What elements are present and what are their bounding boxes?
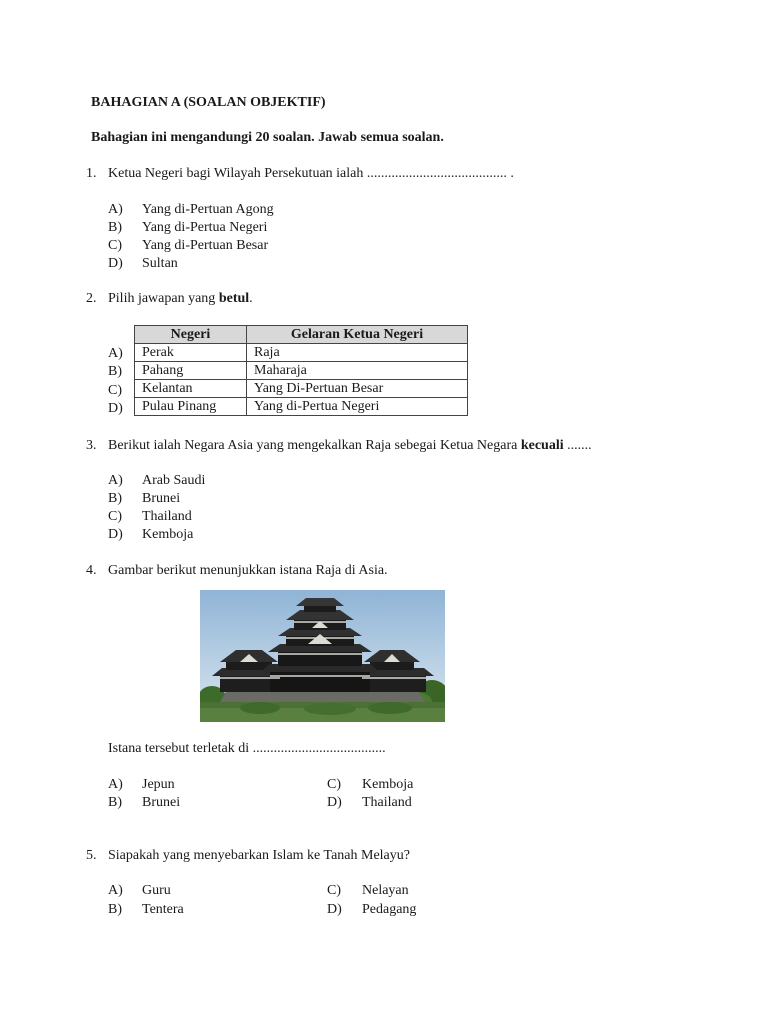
question-text [108, 437, 592, 455]
text-span: Pilih jawapan yang [108, 291, 219, 306]
option-letter: A) [108, 202, 123, 217]
option-text: Kemboja [142, 527, 194, 542]
option-text: Brunei [142, 491, 181, 506]
table-cell: Kelantan [135, 380, 247, 398]
option-text: Yang di-Pertuan Besar [142, 238, 269, 253]
question-number: 4. [86, 563, 97, 578]
question-number: 2. [86, 291, 97, 306]
option-letter: B) [108, 364, 122, 379]
table-cell: Pahang [135, 362, 247, 380]
castle-image [200, 590, 445, 722]
option-letter: D) [108, 256, 123, 271]
option-letter: A) [108, 346, 123, 361]
option-text: Kemboja [362, 777, 414, 792]
instruction-text: Bahagian ini mengandungi 20 soalan. Jawab semua soalan. [91, 130, 444, 145]
option-text: Arab Saudi [142, 473, 206, 488]
table-cell: Raja [247, 344, 468, 362]
option-letter: C) [108, 509, 122, 524]
option-text: Guru [142, 883, 171, 898]
option-letter: C) [327, 883, 341, 898]
option-letter: B) [108, 902, 122, 917]
option-text: Yang di-Pertua Negeri [142, 220, 268, 235]
answer-table [134, 325, 468, 416]
option-text: Sultan [142, 256, 178, 271]
text-span: ....... [563, 438, 592, 453]
section-title: BAHAGIAN A (SOALAN OBJEKTIF) [91, 95, 326, 110]
table-row [135, 344, 468, 362]
option-letter: D) [327, 795, 342, 810]
option-text: Thailand [142, 509, 192, 524]
option-letter: C) [327, 777, 341, 792]
question-number: 3. [86, 438, 97, 453]
table-row [135, 380, 468, 398]
table-cell: Yang Di-Pertuan Besar [247, 380, 468, 398]
question-text: Ketua Negeri bagi Wilayah Persekutuan ialah ........................................ . [108, 166, 514, 181]
table-header: Gelaran Ketua Negeri [247, 326, 468, 344]
table-header: Negeri [135, 326, 247, 344]
table-cell: Pulau Pinang [135, 398, 247, 416]
table-cell: Maharaja [247, 362, 468, 380]
option-letter: D) [108, 401, 123, 416]
option-letter: A) [108, 883, 123, 898]
option-text: Nelayan [362, 883, 409, 898]
question-number: 1. [86, 166, 97, 181]
text-span: . [249, 291, 253, 306]
table-cell: Yang di-Pertua Negeri [247, 398, 468, 416]
option-letter: B) [108, 795, 122, 810]
option-letter: B) [108, 220, 122, 235]
table-cell: Perak [135, 344, 247, 362]
option-text: Tentera [142, 902, 184, 917]
emphasis-text: betul [218, 291, 250, 306]
option-letter: A) [108, 473, 123, 488]
option-letter: A) [108, 777, 123, 792]
option-text: Pedagang [362, 902, 417, 917]
option-letter: C) [108, 238, 122, 253]
emphasis-text: kecuali [520, 438, 564, 453]
option-letter: B) [108, 491, 122, 506]
table-row [135, 398, 468, 416]
option-text: Jepun [142, 777, 175, 792]
castle-illustration [200, 590, 445, 722]
question-text [108, 290, 253, 308]
table-row [135, 362, 468, 380]
option-text: Thailand [362, 795, 412, 810]
option-letter: C) [108, 383, 122, 398]
option-letter: D) [327, 902, 342, 917]
option-text: Brunei [142, 795, 181, 810]
option-letter: D) [108, 527, 123, 542]
question-text: Gambar berikut menunjukkan istana Raja di Asia. [108, 563, 388, 578]
table-header-row [135, 326, 468, 344]
option-text: Yang di-Pertuan Agong [142, 202, 274, 217]
text-span: Berikut ialah Negara Asia yang mengekalkan Raja sebegai Ketua Negara [108, 438, 521, 453]
question-text: Siapakah yang menyebarkan Islam ke Tanah Melayu? [108, 848, 410, 863]
followup-text: Istana tersebut terletak di ...................................... [108, 741, 386, 756]
question-number: 5. [86, 848, 97, 863]
